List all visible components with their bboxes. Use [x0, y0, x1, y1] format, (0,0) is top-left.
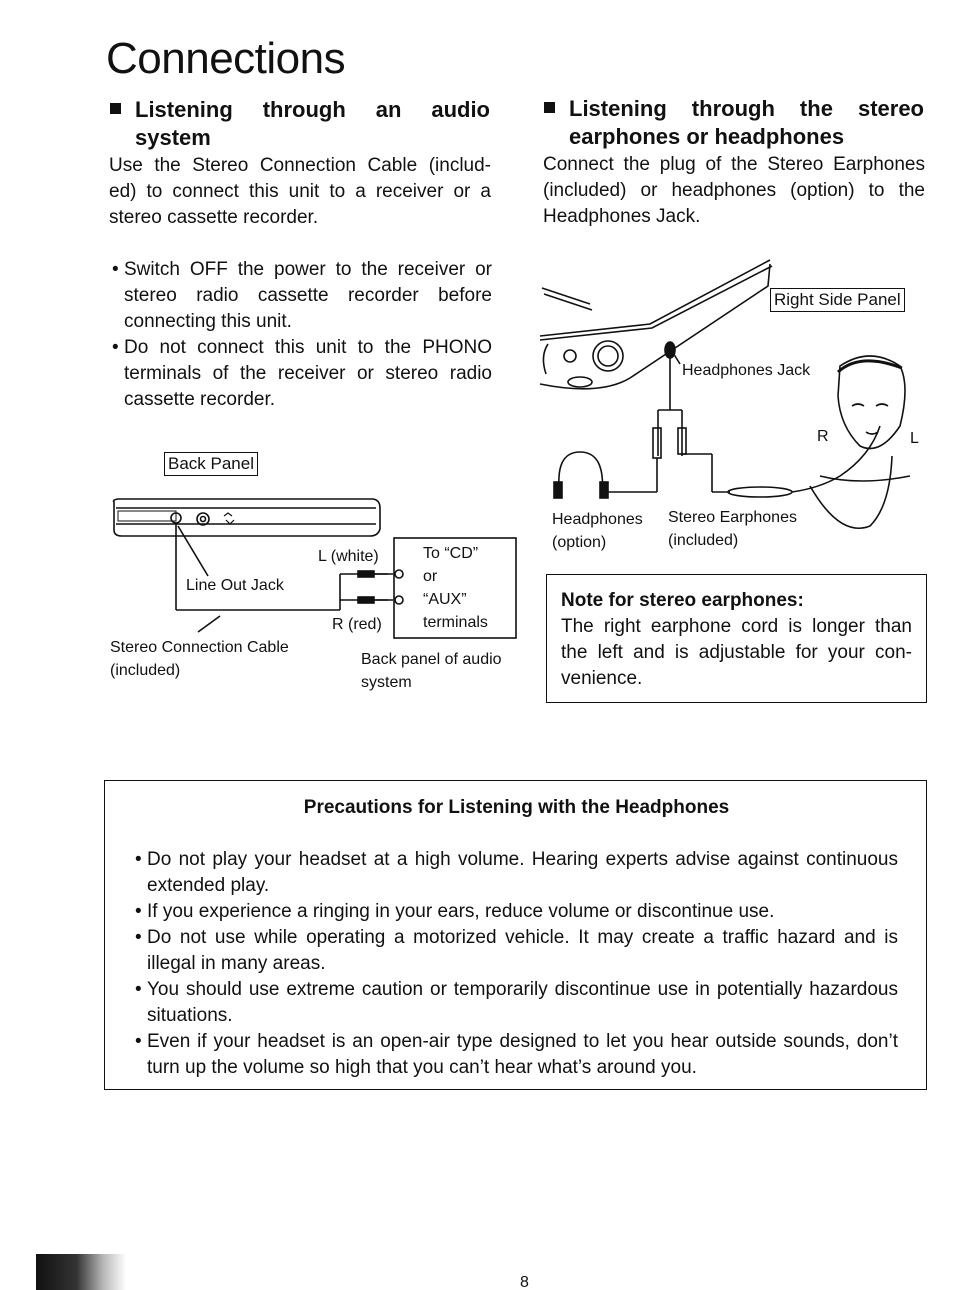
left-bullets — [112, 257, 492, 413]
r-red-label: R (red) — [332, 616, 382, 633]
right-section-heading — [544, 95, 924, 151]
list-item: • Do not play your headset at a high volume. Hearing experts advise against continuous extended play. — [135, 849, 898, 896]
page-title: Connections — [106, 34, 346, 83]
note-title: Note for stereo earphones: — [561, 590, 804, 611]
precautions-title: Precautions for Listening with the Headphones — [303, 797, 730, 818]
right-heading-line2: earphones or headphones — [569, 124, 845, 149]
precautions-list — [135, 847, 898, 1081]
list-item: • Do not use while operating a motorized vehicle. It may create a traffic hazard and is illegal in many areas. — [135, 927, 898, 974]
left-intro-line: stereo cassette recorder. — [109, 207, 319, 228]
right-side-panel-label: Right Side Panel — [770, 288, 905, 312]
back-panel-label: Back Panel — [164, 452, 258, 476]
precautions-box — [104, 780, 927, 1090]
right-intro-line: Connect the plug of the Stereo Earphones — [543, 154, 925, 175]
right-intro-line: (included) or headphones (option) to the — [543, 180, 925, 201]
note-box — [546, 574, 927, 703]
headphones-jack-label: Headphones Jack — [682, 362, 811, 379]
line-out-jack-label: Line Out Jack — [186, 577, 284, 594]
right-intro — [543, 152, 925, 230]
l-label: L — [910, 430, 919, 447]
square-bullet-icon — [544, 102, 555, 113]
square-bullet-icon — [110, 103, 121, 114]
note-body: The right earphone cord is longer than the left and is adjustable for your con-venience. — [561, 616, 912, 689]
left-heading-line1: Listening through an audio — [135, 97, 490, 122]
page-number: 8 — [520, 1274, 529, 1290]
l-white-label: L (white) — [318, 548, 379, 565]
left-section-heading — [110, 96, 490, 152]
terminals-label: To “CD” or “AUX” terminals — [423, 545, 488, 631]
list-item: • Do not connect this unit to the PHONO terminals of the receiver or stereo radio cassette recorder. — [112, 337, 492, 410]
list-item: • You should use extreme caution or temporarily discontinue use in potentially hazardous situations. — [135, 979, 898, 1026]
list-item: • Even if your headset is an open-air type designed to let you hear outside sounds, don’t turn up the volume so high that you can’t hear what’s around you. — [135, 1031, 898, 1078]
list-item: • Switch OFF the power to the receiver or stereo radio cassette recorder before connecting this unit. — [112, 259, 492, 332]
r-label: R — [817, 428, 829, 445]
cable-label: Stereo Connection Cable (included) — [110, 639, 289, 679]
page-corner-mark — [36, 1254, 126, 1290]
stereo-earphones-label: Stereo Earphones (included) — [668, 509, 797, 549]
right-intro-line: Headphones Jack. — [543, 206, 701, 227]
left-heading-line2: system — [135, 125, 211, 150]
right-heading-line1: Listening through the stereo — [569, 96, 924, 121]
audio-panel-label: Back panel of audio system — [361, 651, 502, 691]
headphones-option-label: Headphones (option) — [552, 511, 643, 551]
left-intro-line: ed) to connect this unit to a receiver or a — [109, 181, 491, 202]
left-intro-line: Use the Stereo Connection Cable (includ- — [109, 155, 491, 176]
left-intro — [109, 153, 491, 231]
list-item: • If you experience a ringing in your ears, reduce volume or discontinue use. — [135, 901, 775, 922]
